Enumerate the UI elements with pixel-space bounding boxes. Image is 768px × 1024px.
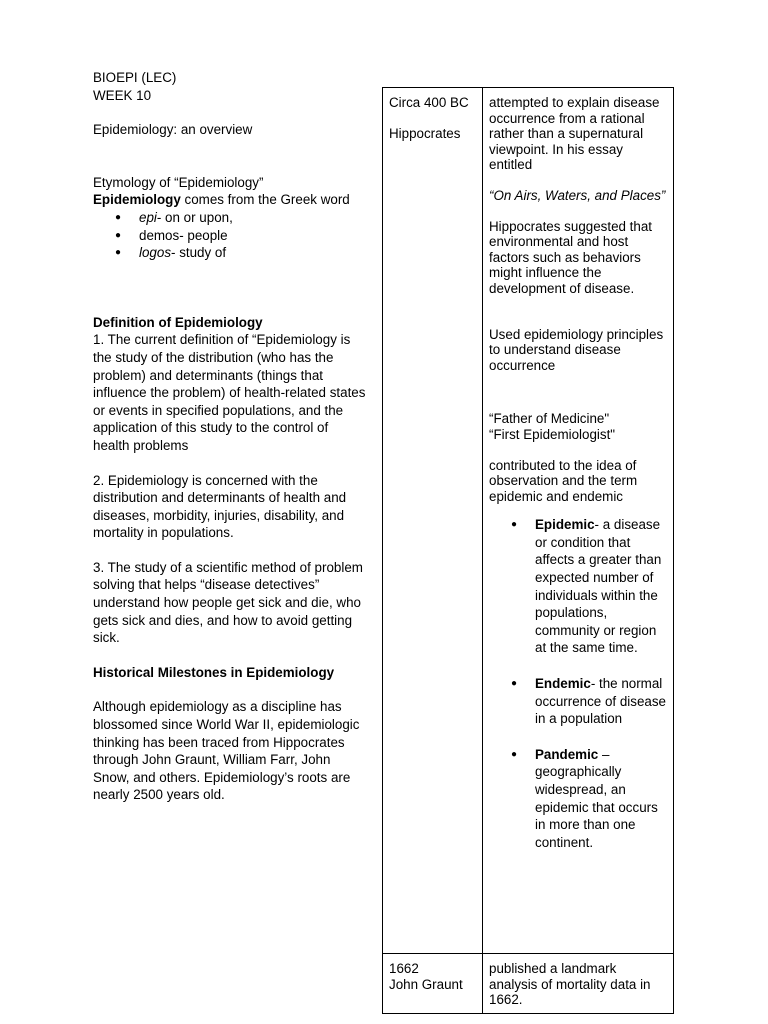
table-row bbox=[383, 954, 674, 1014]
description-text: Used epidemiology principles to understand disease occurrence bbox=[489, 326, 664, 373]
etymology-heading: Etymology of “Epidemiology” bbox=[93, 174, 264, 190]
person-name: Hippocrates bbox=[389, 125, 461, 141]
description-text: Hippocrates suggested that environmental and host factors such as behaviors might influence the development of disease. bbox=[489, 218, 653, 296]
list-item: ● logos- study of bbox=[93, 244, 368, 262]
topic-title: Epidemiology: an overview bbox=[93, 122, 253, 138]
definition-heading: Definition of Epidemiology bbox=[93, 314, 263, 330]
description-cell bbox=[483, 88, 674, 954]
person-name: John Graunt bbox=[389, 976, 463, 992]
description-text: published a landmark analysis of mortality data in 1662. bbox=[489, 961, 651, 1008]
description-text: attempted to explain disease occurrence from a rational rather than a supernatural viewpoint. In his essay entitled bbox=[489, 95, 660, 173]
essay-title: “On Airs, Waters, and Places” bbox=[489, 187, 666, 203]
timeline-table bbox=[382, 87, 674, 1014]
date-text: 1662 bbox=[389, 961, 419, 976]
list-item: ● epi- on or upon, bbox=[93, 209, 368, 227]
list-item: ● demos- people bbox=[93, 227, 368, 245]
left-column bbox=[93, 69, 368, 804]
week-label: WEEK 10 bbox=[93, 87, 152, 103]
date-cell bbox=[383, 88, 483, 954]
etymology-list bbox=[93, 209, 368, 262]
date-text: Circa 400 BC bbox=[389, 95, 469, 110]
course-title: BIOEPI (LEC) bbox=[93, 70, 177, 85]
definition-item-1: 1. The current definition of “Epidemiology is the study of the distribution (who has the problem) and determinants (things that influence the problem) of health-related states or events in specified populations, and the application of this study to the control of health problems bbox=[93, 332, 366, 453]
honorific-title: “First Epidemiologist" bbox=[489, 426, 616, 442]
list-item: ● Pandemic – geographically widespread, an epidemic that occurs in more than one continent. bbox=[489, 746, 667, 852]
history-text: Although epidemiology as a discipline has blossomed since World War II, epidemiologic thinking has been traced from Hippocrates through John Graunt, William Farr, John Snow, and others. Epidemiology’s roots are nearly 2500 years old. bbox=[93, 699, 360, 803]
date-cell bbox=[383, 954, 483, 1014]
history-heading: Historical Milestones in Epidemiology bbox=[93, 664, 335, 680]
definition-item-3: 3. The study of a scientific method of problem solving that helps “disease detectives” understand how people get sick and die, who gets sick and dies, and how to avoid getting sick. bbox=[93, 559, 363, 646]
term-list bbox=[489, 516, 667, 851]
table-row bbox=[383, 88, 674, 954]
etymology-text: Epidemiology comes from the Greek word bbox=[93, 192, 350, 208]
description-cell bbox=[483, 954, 674, 1014]
list-item: ● Epidemic- a disease or condition that affects a greater than expected number of individuals within the populations, community or region at the same time. bbox=[489, 516, 667, 657]
honorific-title: “Father of Medicine" bbox=[489, 411, 610, 427]
definition-item-2: 2. Epidemiology is concerned with the distribution and determinants of health and diseases, morbidity, injuries, disability, and mortality in populations. bbox=[93, 472, 347, 541]
etymology-term: Epidemiology bbox=[93, 192, 181, 208]
list-item: ● Endemic- the normal occurrence of disease in a population bbox=[489, 675, 667, 728]
description-text: contributed to the idea of observation and the term epidemic and endemic bbox=[489, 457, 638, 504]
